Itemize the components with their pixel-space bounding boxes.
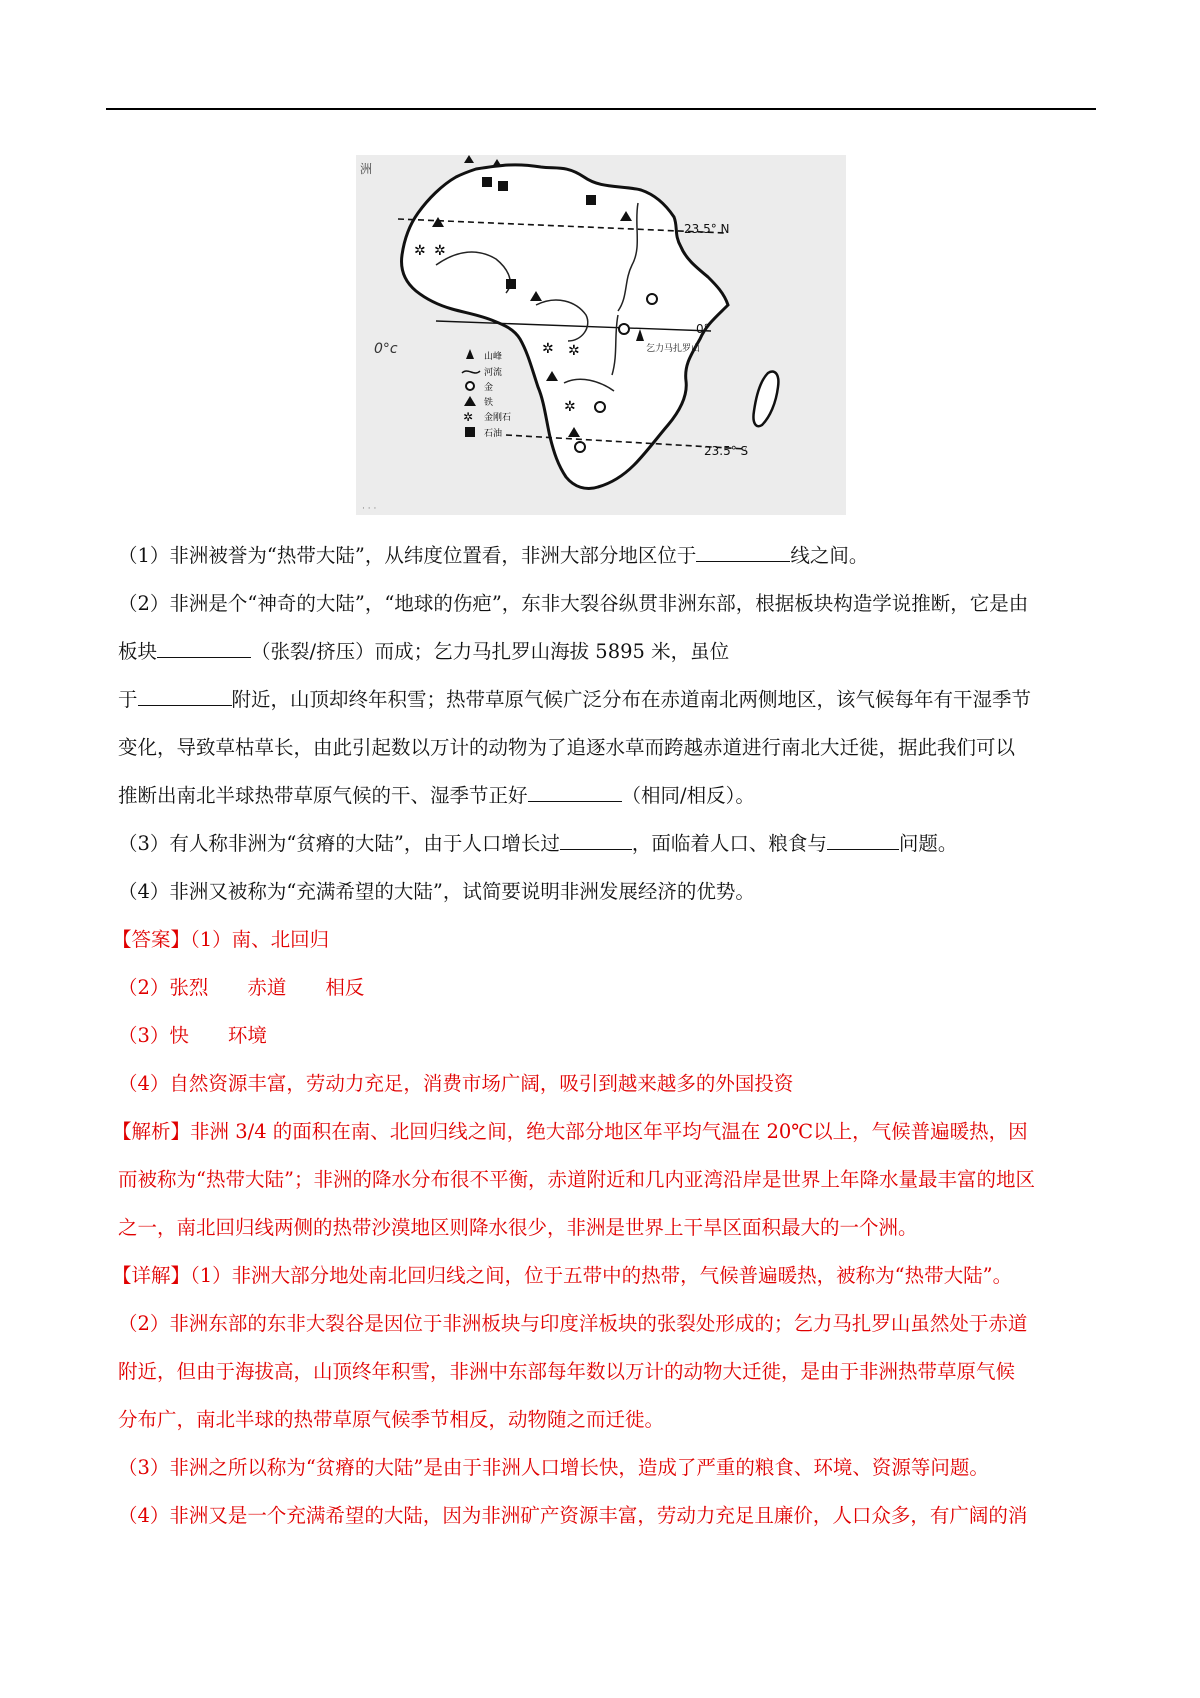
equator-label: 0°: [696, 322, 710, 336]
detail-line-5: （3）非洲之所以称为“贫瘠的大陆”是由于非洲人口增长快，造成了严重的粮食、环境、资源等问题。: [118, 1456, 989, 1479]
tropic-north-label: 23.5° N: [684, 222, 730, 236]
legend-iron: 铁: [484, 398, 494, 408]
detail-line-3: 附近，但由于海拔高，山顶终年积雪，非洲中东部每年数以万计的动物大迁徙，是由于非洲热带草原气候: [118, 1360, 1016, 1383]
legend-mountain-icon: [466, 349, 474, 359]
q3-after: 问题。: [898, 832, 958, 855]
diamond-symbol: ✲: [568, 343, 580, 359]
legend-mountain: 山峰: [484, 352, 503, 362]
detail-line-1: [112, 1263, 1012, 1289]
detail-line-2: （2）非洲东部的东非大裂谷是因位于非洲板块与印度洋板块的张裂处形成的；乞力马扎罗山虽然处于赤道: [118, 1312, 1028, 1335]
q3-before: （3）有人称非洲为“贫瘠的大陆”，由于人口增长过: [118, 832, 560, 855]
legend-oil: 石油: [484, 429, 503, 439]
analysis-text-1: 非洲 3/4 的面积在南、北回归线之间，绝大部分地区年平均气温在 20℃以上，气候普遍暖热，因: [190, 1120, 1028, 1143]
answer-tag: 【答案】: [112, 928, 191, 951]
answer-3: （3）快 环境: [118, 1024, 267, 1047]
oil-symbol: [498, 181, 508, 191]
q2-l5-after: （相同/相反）。: [621, 784, 755, 807]
q2-l2-before: 板块: [118, 640, 158, 663]
header-rule: [106, 108, 1096, 110]
question-2-line-4: 变化，导致草枯草长，由此引起数以万计的动物为了追逐水草而跨越赤道进行南北大迁徙，据此我们可以: [118, 736, 1016, 759]
q3-middle: ，面临着人口、粮食与: [631, 832, 827, 855]
oil-symbol: [482, 177, 492, 187]
africa-outline: [402, 165, 728, 489]
svg-text:· · ·: · · ·: [362, 504, 377, 514]
answer-1: （1）南、北回归: [190, 928, 330, 951]
oil-symbol: [506, 279, 516, 289]
question-2-line-5: [118, 783, 755, 809]
diamond-symbol: ✲: [434, 243, 446, 259]
answer-4: （4）自然资源丰富，劳动力充足，消费市场广阔，吸引到越来越多的外国投资: [118, 1072, 794, 1095]
q1-text-after: 线之间。: [790, 544, 869, 567]
q2-location-blank[interactable]: [138, 687, 232, 706]
legend-iron-icon: [464, 396, 476, 406]
q2-l5-before: 推断出南北半球热带草原气候的干、湿季节正好: [118, 784, 528, 807]
question-1: [118, 543, 868, 569]
detail-line-4: 分布广，南北半球的热带草原气候季节相反，动物随之而迁徙。: [118, 1408, 665, 1431]
mountain-name: 乞力马扎罗山: [646, 344, 701, 354]
africa-map-svg: [356, 155, 846, 515]
q1-text-before: （1）非洲被誉为“热带大陆”，从纬度位置看，非洲大部分地区位于: [118, 544, 697, 567]
q2-l2-after: （张裂/挤压）而成；乞力马扎罗山海拔 5895 米，虽位: [251, 640, 730, 663]
diamond-symbol: ✲: [564, 399, 576, 415]
iron-symbol: [464, 155, 474, 163]
q3-growth-blank[interactable]: [560, 831, 632, 850]
legend-oil-icon: [465, 427, 475, 437]
answer-2: （2）张烈 赤道 相反: [118, 976, 365, 999]
map-corner-label: 洲: [360, 162, 373, 176]
madagascar-outline: [753, 372, 778, 427]
question-4: （4）非洲又被称为“充满希望的大陆”，试简要说明非洲发展经济的优势。: [118, 880, 755, 903]
gold-symbol: [575, 442, 585, 452]
q2-l3-after: 附近，山顶却终年积雪；热带草原气候广泛分布在赤道南北两侧地区，该气候每年有干湿季节: [231, 688, 1032, 711]
detail-text-1: （1）非洲大部分地处南北回归线之间，位于五带中的热带，气候普遍暖热，被称为“热带大陆”。: [190, 1264, 1013, 1287]
detail-tag: 【详解】: [112, 1264, 191, 1287]
africa-map-figure: [356, 155, 846, 515]
analysis-line-2: 而被称为“热带大陆”；非洲的降水分布很不平衡，赤道附近和几内亚湾沿岸是世界上年降水量最丰富的地区: [118, 1168, 1035, 1191]
detail-line-6: （4）非洲又是一个充满希望的大陆，因为非洲矿产资源丰富，劳动力充足且廉价，人口众多，有广阔的消: [118, 1504, 1028, 1527]
diamond-symbol: ✲: [414, 243, 426, 259]
question-2-line-1: （2）非洲是个“神奇的大陆”，“地球的伤疤”，东非大裂谷纵贯非洲东部，根据板块构造学说推断，它是由: [118, 592, 1029, 615]
legend-gold-icon: [466, 382, 474, 390]
q2-plate-blank[interactable]: [157, 639, 251, 658]
gold-symbol: [595, 402, 605, 412]
legend-river: 河流: [484, 368, 503, 378]
q3-problem-blank[interactable]: [827, 831, 899, 850]
question-3: [118, 831, 957, 857]
map-legend: [462, 349, 511, 439]
legend-diamond: 金刚石: [484, 413, 512, 423]
legend-river-icon: [462, 371, 480, 373]
iron-symbol: [492, 159, 502, 167]
answer-line-1: [112, 927, 329, 953]
q2-season-blank[interactable]: [528, 783, 622, 802]
legend-gold: 金: [484, 383, 494, 393]
q2-l3-before: 于: [118, 688, 138, 711]
legend-diamond-icon: ✲: [463, 410, 474, 424]
analysis-tag: 【解析】: [112, 1120, 191, 1143]
diamond-symbol: ✲: [542, 341, 554, 357]
left-temperature-label: 0°c: [374, 341, 398, 357]
question-2-line-2: [118, 639, 729, 665]
gold-symbol: [647, 294, 657, 304]
analysis-line-3: 之一，南北回归线两侧的热带沙漠地区则降水很少，非洲是世界上干旱区面积最大的一个洲。: [118, 1216, 918, 1239]
question-2-line-3: [118, 687, 1031, 713]
oil-symbol: [586, 195, 596, 205]
tropic-south-label: 23.5° S: [704, 444, 749, 458]
gold-symbol: [619, 324, 629, 334]
analysis-line-1: [112, 1119, 1028, 1145]
q1-answer-blank[interactable]: [696, 543, 790, 562]
